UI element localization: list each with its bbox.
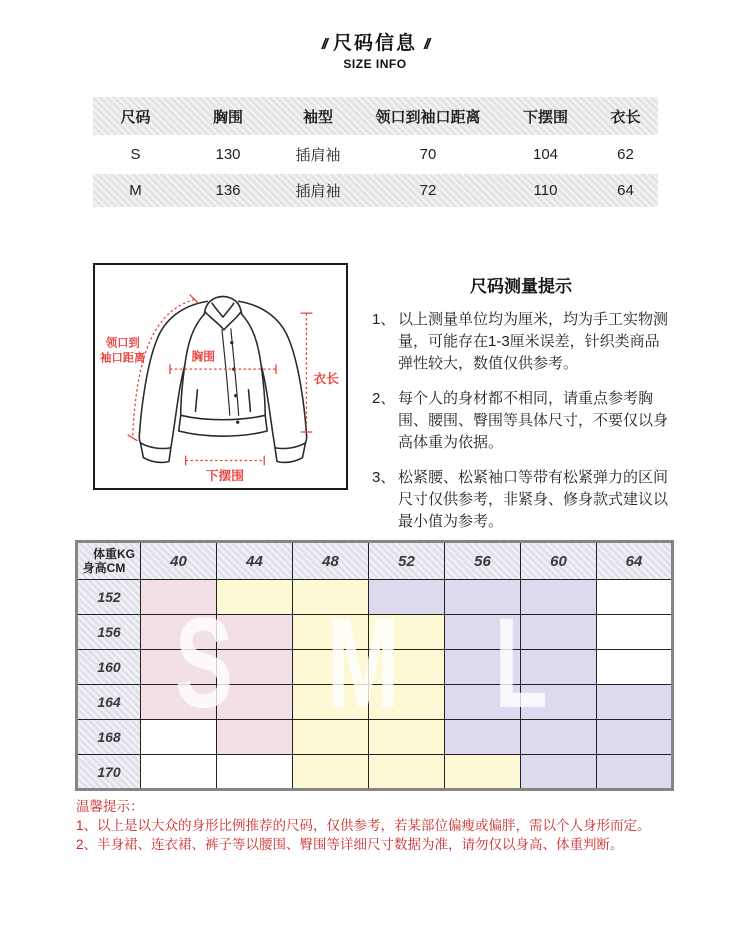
grid-cell-L — [445, 650, 521, 685]
measure-tips — [372, 272, 670, 546]
size-table-header-row — [93, 97, 658, 135]
grid-cell-L — [521, 720, 597, 755]
size-table-cell: 110 — [533, 182, 558, 199]
grid-weight-header: 48 — [293, 542, 369, 580]
warm-note-1: 1、以上是以大众的身形比例推荐的尺码，仅供参考，若某部位偏瘦或偏胖，需以个人身形而定。 — [76, 818, 651, 833]
title-left-slashes: // — [321, 36, 326, 53]
size-table-header-cell: 衣长 — [610, 108, 641, 126]
size-table-cell: S — [130, 146, 141, 163]
length-label: 衣长 — [313, 370, 339, 386]
measure-labels — [100, 336, 339, 484]
tip-item-3 — [372, 467, 670, 533]
grid-cell-L — [597, 685, 673, 720]
garment-measure-diagram — [93, 263, 348, 490]
height-weight-grid-wrap — [75, 540, 674, 791]
size-table-header-cell: 尺码 — [120, 108, 151, 126]
grid-cell-L — [445, 580, 521, 615]
tip-text: 松紧腰、松紧袖口等带有松紧弹力的区间尺寸仅供参考，非紧身、修身款式建议以最小值为参考。 — [398, 469, 669, 530]
grid-cell-L — [521, 615, 597, 650]
grid-row — [77, 615, 673, 650]
grid-weight-header: 60 — [521, 542, 597, 580]
grid-height-header: 160 — [77, 650, 141, 685]
size-table-header-cell: 下摆围 — [522, 108, 568, 126]
hem-label: 下摆围 — [205, 468, 245, 484]
grid-row — [77, 755, 673, 790]
grid-weight-header: 56 — [445, 542, 521, 580]
size-table-row — [93, 138, 658, 171]
page-title-text: 尺码信息 — [332, 33, 417, 54]
grid-corner-cell — [77, 542, 141, 580]
jacket-sketch — [95, 265, 346, 488]
grid-cell-M — [293, 720, 369, 755]
grid-cell-M — [369, 615, 445, 650]
tips-title: 尺码测量提示 — [470, 277, 572, 296]
size-overlay-letter-s: S — [174, 592, 234, 735]
grid-cell-blank — [597, 650, 673, 685]
grid-cell-S — [141, 615, 217, 650]
grid-cell-blank — [597, 615, 673, 650]
grid-cell-L — [445, 615, 521, 650]
size-table-cell: M — [129, 182, 142, 199]
corner-height-label: 身高CM — [82, 561, 126, 575]
grid-cell-L — [521, 580, 597, 615]
tip-text: 每个人的身材都不相同，请重点参考胸围、腰围、臀围等具体尺寸，不要仅以身高体重为依据。 — [398, 390, 669, 451]
grid-cell-S — [217, 720, 293, 755]
grid-height-header: 168 — [77, 720, 141, 755]
grid-cell-M — [293, 580, 369, 615]
size-table-header-cell: 胸围 — [212, 108, 243, 126]
neck-to-cuff-label-line2: 袖口距离 — [100, 352, 146, 365]
grid-cell-S — [141, 580, 217, 615]
grid-cell-L — [597, 755, 673, 790]
warm-note-2: 2、半身裙、连衣裙、裤子等以腰围、臀围等详细尺寸数据为准，请勿仅以身高、体重判断。 — [76, 837, 624, 852]
size-table-cell: 插肩袖 — [295, 183, 341, 200]
grid-height-header: 164 — [77, 685, 141, 720]
grid-cell-M — [369, 755, 445, 790]
size-table-cell: 72 — [419, 182, 437, 199]
grid-cell-M — [293, 615, 369, 650]
size-table-row — [93, 174, 658, 207]
grid-weight-header: 44 — [217, 542, 293, 580]
grid-weight-header: 64 — [597, 542, 673, 580]
jacket-outline — [139, 296, 306, 462]
grid-cell-blank — [141, 720, 217, 755]
tip-item-2 — [372, 388, 670, 454]
size-table-cell: 62 — [617, 146, 634, 163]
grid-cell-L — [597, 720, 673, 755]
neck-to-cuff-label-line1: 领口到 — [105, 337, 140, 350]
grid-cell-M — [369, 685, 445, 720]
corner-weight-label: 体重KG — [92, 547, 135, 561]
size-table-cell: 插肩袖 — [295, 147, 341, 164]
grid-cell-S — [141, 685, 217, 720]
grid-cell-M — [293, 685, 369, 720]
grid-cell-L — [521, 685, 597, 720]
size-overlay-letter-l: L — [494, 592, 548, 735]
chest-label: 胸围 — [191, 350, 216, 364]
size-measure-table — [93, 97, 658, 207]
grid-cell-L — [521, 755, 597, 790]
size-table-cell: 130 — [215, 146, 241, 163]
grid-cell-M — [445, 755, 521, 790]
tip-number: 3、 — [372, 469, 396, 486]
grid-height-header: 170 — [77, 755, 141, 790]
measure-lines — [128, 294, 313, 465]
size-table-cell: 104 — [532, 146, 559, 163]
grid-cell-S — [141, 650, 217, 685]
grid-weight-header: 40 — [141, 542, 217, 580]
grid-cell-M — [369, 720, 445, 755]
tip-number: 1、 — [372, 311, 396, 328]
tip-item-1 — [372, 309, 670, 375]
grid-height-header: 152 — [77, 580, 141, 615]
size-table-header-cell: 领口到袖口距离 — [375, 108, 481, 126]
title-right-slashes: // — [424, 36, 429, 53]
size-table-header-cell: 袖型 — [302, 108, 333, 126]
warm-notes — [76, 797, 741, 854]
grid-cell-M — [369, 650, 445, 685]
grid-cell-L — [445, 720, 521, 755]
tip-text: 以上测量单位均为厘米，均为手工实物测量，可能存在1-3厘米误差，针织类商品弹性较大，数值仅供参考。 — [398, 311, 669, 372]
page-title-block — [0, 28, 750, 71]
size-table-cell: 64 — [617, 182, 634, 199]
page-title — [0, 28, 750, 55]
size-table-cell: 70 — [419, 146, 437, 163]
grid-cell-L — [521, 650, 597, 685]
grid-cell-M — [293, 650, 369, 685]
grid-cell-M — [293, 755, 369, 790]
grid-height-header: 156 — [77, 615, 141, 650]
tip-number: 2、 — [372, 390, 396, 407]
grid-row — [77, 580, 673, 615]
grid-cell-blank — [597, 580, 673, 615]
size-overlay-letter-m: M — [326, 592, 400, 735]
grid-cell-blank — [141, 755, 217, 790]
grid-row — [77, 685, 673, 720]
grid-row — [77, 650, 673, 685]
size-table-cell: 136 — [215, 182, 241, 199]
grid-cell-S — [217, 650, 293, 685]
warm-notes-title: 温馨提示： — [76, 799, 144, 814]
grid-cell-L — [369, 580, 445, 615]
page-subtitle: SIZE INFO — [343, 57, 407, 71]
grid-cell-M — [217, 580, 293, 615]
grid-cell-S — [217, 685, 293, 720]
grid-cell-S — [217, 615, 293, 650]
grid-cell-L — [445, 685, 521, 720]
height-weight-grid — [75, 540, 674, 791]
grid-header-row — [77, 542, 673, 580]
grid-weight-header: 52 — [369, 542, 445, 580]
grid-cell-blank — [217, 755, 293, 790]
grid-row — [77, 720, 673, 755]
